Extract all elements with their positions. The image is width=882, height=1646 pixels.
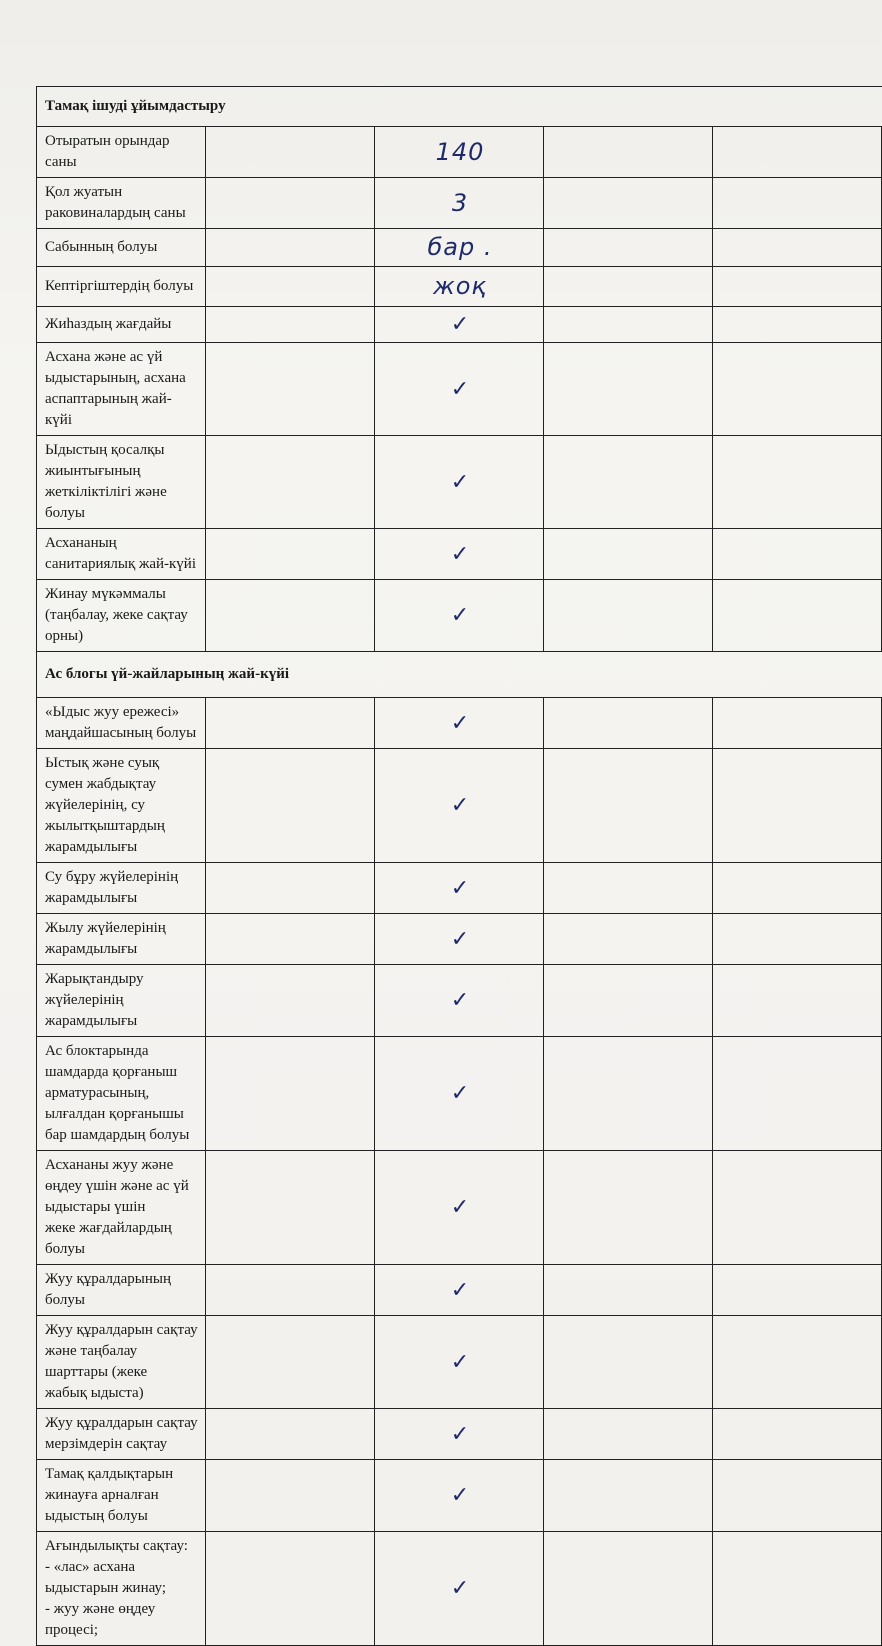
mark-cell xyxy=(375,580,544,652)
mark-cell xyxy=(375,1409,544,1460)
blank-cell xyxy=(206,749,375,863)
mark-cell xyxy=(375,698,544,749)
blank-cell xyxy=(713,436,882,529)
criterion-label: Сабынның болуы xyxy=(37,229,206,267)
blank-cell xyxy=(206,1409,375,1460)
blank-cell xyxy=(544,1151,713,1265)
criterion-label: Асхана және ас үй ыдыстарының, асхана аспаптарының жай- күйі xyxy=(37,343,206,436)
blank-cell xyxy=(206,178,375,229)
checkmark-icon: ✓ xyxy=(450,875,470,901)
blank-cell xyxy=(206,343,375,436)
inspection-table xyxy=(36,86,882,1646)
checkmark-icon: ✓ xyxy=(450,1277,470,1303)
checkmark-icon: ✓ xyxy=(450,541,470,567)
table-row xyxy=(37,529,882,580)
mark-cell xyxy=(375,914,544,965)
blank-cell xyxy=(206,580,375,652)
table-row xyxy=(37,343,882,436)
blank-cell xyxy=(206,965,375,1037)
blank-cell xyxy=(544,343,713,436)
table-row xyxy=(37,1409,882,1460)
blank-cell xyxy=(544,178,713,229)
criterion-label: Қол жуатын раковиналардың саны xyxy=(37,178,206,229)
handwritten-value: жоқ xyxy=(433,272,487,300)
blank-cell xyxy=(544,307,713,343)
mark-cell xyxy=(375,1460,544,1532)
blank-cell xyxy=(206,267,375,307)
table-row xyxy=(37,436,882,529)
table-row xyxy=(37,698,882,749)
checkmark-icon: ✓ xyxy=(450,988,470,1013)
criterion-label: Ыстық және суық сумен жабдықтау жүйелерінің, су жылытқыштардың жарамдылығы xyxy=(37,749,206,863)
blank-cell xyxy=(544,1409,713,1460)
criterion-label: «Ыдыс жуу ережесі» маңдайшасының болуы xyxy=(37,698,206,749)
blank-cell xyxy=(713,863,882,914)
blank-cell xyxy=(544,1037,713,1151)
blank-cell xyxy=(206,1265,375,1316)
checkmark-icon: ✓ xyxy=(450,793,470,818)
criterion-label: Ас блоктарында шамдарда қорғаныш арматурасының, ылғалдан қорғанышы бар шамдардың болуы xyxy=(37,1037,206,1151)
mark-cell xyxy=(375,343,544,436)
mark-cell xyxy=(375,307,544,343)
blank-cell xyxy=(544,436,713,529)
blank-cell xyxy=(206,1151,375,1265)
criterion-label: Жуу құралдарының болуы xyxy=(37,1265,206,1316)
blank-cell xyxy=(544,749,713,863)
table-row xyxy=(37,914,882,965)
section-header xyxy=(37,652,882,698)
section-title: Тамақ ішуді ұйымдастыру xyxy=(37,87,882,127)
criterion-label: Отыратын орындар саны xyxy=(37,127,206,178)
blank-cell xyxy=(206,863,375,914)
section-header xyxy=(37,87,882,127)
blank-cell xyxy=(544,1265,713,1316)
blank-cell xyxy=(713,914,882,965)
section-title: Ас блогы үй-жайларының жай-күйі xyxy=(37,652,882,698)
table-row xyxy=(37,965,882,1037)
blank-cell xyxy=(206,307,375,343)
table-row xyxy=(37,749,882,863)
checkmark-icon: ✓ xyxy=(450,1349,470,1375)
blank-cell xyxy=(713,749,882,863)
mark-cell xyxy=(375,529,544,580)
mark-cell xyxy=(375,965,544,1037)
mark-cell xyxy=(375,436,544,529)
blank-cell xyxy=(713,1037,882,1151)
criterion-label: Асхананың санитариялық жай-күйі xyxy=(37,529,206,580)
mark-cell xyxy=(375,863,544,914)
mark-cell xyxy=(375,1532,544,1646)
blank-cell xyxy=(544,698,713,749)
blank-cell xyxy=(713,1532,882,1646)
criterion-label: Су бұру жүйелерінің жарамдылығы xyxy=(37,863,206,914)
checkmark-icon: ✓ xyxy=(450,1195,470,1220)
blank-cell xyxy=(544,1316,713,1409)
blank-cell xyxy=(713,965,882,1037)
checkmark-icon: ✓ xyxy=(450,710,470,736)
blank-cell xyxy=(713,1460,882,1532)
handwritten-value: бар . xyxy=(427,233,493,261)
blank-cell xyxy=(544,267,713,307)
mark-cell xyxy=(375,1151,544,1265)
mark-cell xyxy=(375,1316,544,1409)
blank-cell xyxy=(206,127,375,178)
blank-cell xyxy=(713,307,882,343)
blank-cell xyxy=(206,436,375,529)
table-row xyxy=(37,1037,882,1151)
handwritten-value: 140 xyxy=(435,137,485,166)
checkmark-icon: ✓ xyxy=(450,1576,470,1601)
blank-cell xyxy=(206,914,375,965)
table-row xyxy=(37,307,882,343)
checkmark-icon: ✓ xyxy=(450,469,470,495)
mark-cell xyxy=(375,178,544,229)
blank-cell xyxy=(206,1316,375,1409)
blank-cell xyxy=(544,580,713,652)
blank-cell xyxy=(713,580,882,652)
blank-cell xyxy=(206,1460,375,1532)
table-row xyxy=(37,229,882,267)
handwritten-value: 3 xyxy=(451,188,469,217)
blank-cell xyxy=(713,343,882,436)
blank-cell xyxy=(713,1151,882,1265)
criterion-label: Кептіргіштердің болуы xyxy=(37,267,206,307)
mark-cell xyxy=(375,229,544,267)
table-row xyxy=(37,127,882,178)
blank-cell xyxy=(206,1532,375,1646)
table-row xyxy=(37,1151,882,1265)
blank-cell xyxy=(713,1265,882,1316)
blank-cell xyxy=(544,914,713,965)
criterion-label: Ағындылықты сақтау: - «лас» асхана ыдыстарын жинау; - жуу және өңдеу процесі; xyxy=(37,1532,206,1646)
table-row xyxy=(37,863,882,914)
checkmark-icon: ✓ xyxy=(450,312,470,337)
criterion-label: Жуу құралдарын сақтау және таңбалау шарттары (жеке жабық ыдыста) xyxy=(37,1316,206,1409)
table-row xyxy=(37,580,882,652)
table-row xyxy=(37,178,882,229)
checkmark-icon: ✓ xyxy=(450,1483,470,1508)
mark-cell xyxy=(375,267,544,307)
mark-cell xyxy=(375,127,544,178)
criterion-label: Жиһаздың жағдайы xyxy=(37,307,206,343)
blank-cell xyxy=(544,529,713,580)
blank-cell xyxy=(206,229,375,267)
blank-cell xyxy=(206,1037,375,1151)
blank-cell xyxy=(544,1532,713,1646)
checkmark-icon: ✓ xyxy=(450,603,470,628)
blank-cell xyxy=(206,698,375,749)
table-row xyxy=(37,267,882,307)
mark-cell xyxy=(375,1265,544,1316)
criterion-label: Жинау мүкәммалы (таңбалау, жеке сақтау орны) xyxy=(37,580,206,652)
criterion-label: Ыдыстың қосалқы жиынтығының жеткіліктілігі және болуы xyxy=(37,436,206,529)
blank-cell xyxy=(713,1316,882,1409)
blank-cell xyxy=(713,229,882,267)
blank-cell xyxy=(544,229,713,267)
blank-cell xyxy=(713,698,882,749)
criterion-label: Жылу жүйелерінің жарамдылығы xyxy=(37,914,206,965)
checkmark-icon: ✓ xyxy=(450,1421,470,1447)
checkmark-icon: ✓ xyxy=(450,1081,470,1106)
blank-cell xyxy=(713,178,882,229)
blank-cell xyxy=(713,127,882,178)
table-row xyxy=(37,1316,882,1409)
blank-cell xyxy=(713,267,882,307)
mark-cell xyxy=(375,1037,544,1151)
mark-cell xyxy=(375,749,544,863)
blank-cell xyxy=(713,529,882,580)
checkmark-icon: ✓ xyxy=(450,376,470,402)
criterion-label: Тамақ қалдықтарын жинауға арналған ыдыстың болуы xyxy=(37,1460,206,1532)
criterion-label: Жарықтандыру жүйелерінің жарамдылығы xyxy=(37,965,206,1037)
checkmark-icon: ✓ xyxy=(450,926,470,952)
blank-cell xyxy=(544,965,713,1037)
blank-cell xyxy=(206,529,375,580)
criterion-label: Жуу құралдарын сақтау мерзімдерін сақтау xyxy=(37,1409,206,1460)
table-row xyxy=(37,1265,882,1316)
blank-cell xyxy=(544,1460,713,1532)
blank-cell xyxy=(544,863,713,914)
table-row xyxy=(37,1532,882,1646)
table-row xyxy=(37,1460,882,1532)
blank-cell xyxy=(544,127,713,178)
criterion-label: Асхананы жуу және өңдеу үшін және ас үй ыдыстары үшін жеке жағдайлардың болуы xyxy=(37,1151,206,1265)
blank-cell xyxy=(713,1409,882,1460)
